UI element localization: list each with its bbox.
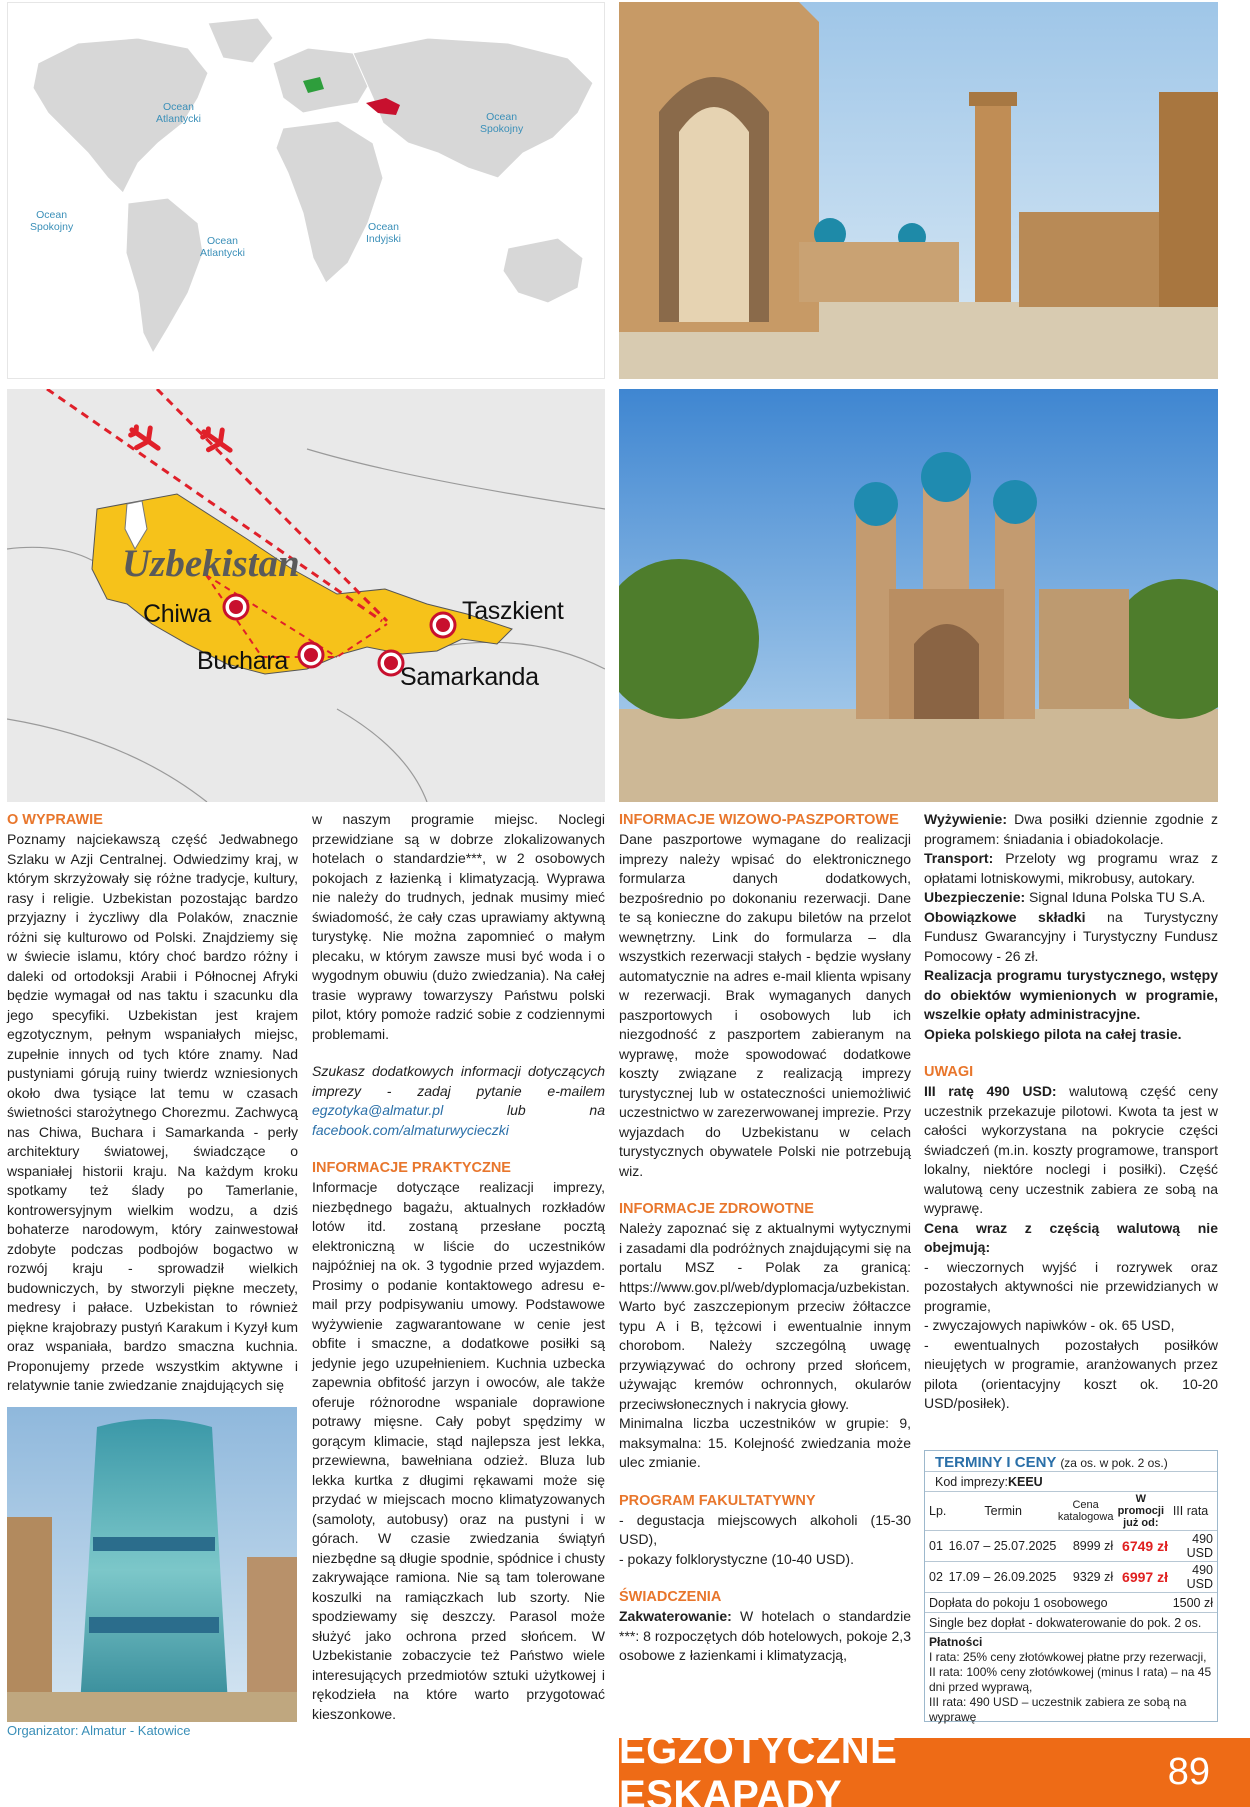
single-no-surcharge-row: [925, 1612, 1217, 1632]
min-participants-text: Minimalna liczba uczestników w grupie: 9, maksymalna: 15. Kolejność zwiedzania może ulec zmianie.: [619, 1415, 911, 1470]
column-2: [312, 810, 605, 1724]
swiadczenia-line: [924, 888, 1218, 908]
table-row: [925, 1561, 1217, 1592]
swiadczenia-label: Transport:: [924, 850, 994, 866]
uwagi-rata: [924, 1082, 1218, 1219]
swiadczenia-line: [924, 908, 1218, 967]
payments-block: [925, 1632, 1217, 1727]
city-label: Buchara: [197, 647, 289, 675]
column-1: [7, 810, 298, 1396]
swiadczenia-text: Signal Iduna Polska TU S.A.: [1025, 889, 1206, 905]
uwagi-rata-text: walutową część ceny uczestnik przekazuje pilotowi. Kwota ta jest w całości wykorzystana na pokrycie części świadczeń (m.in. koszty programowe, transport lokalny, niektóre noclegi i posiłki). Część walutową ceny uczestnik zabiera ze sobą na wyprawę.: [924, 1083, 1218, 1216]
section-heading-o-wyprawie: O WYPRAWIE: [7, 812, 103, 828]
swiadczenia-line: [619, 1607, 911, 1666]
column-header-term: Termin: [984, 1504, 1022, 1518]
single-room-row: [925, 1592, 1217, 1612]
wizowo-text: Dane paszportowe wymagane do realizacji imprezy należy wpisać do elektronicznego formularza danych dodatkowych, bezpośrednio po dokonaniu rezerwacji. Dane te są konieczne do zakupu biletów na przelot wewnętrzny. Link do formularza – dla wszystkich rezerwacji stałych - będzie wysłany automatycznie na adres e-mail klienta wpisany w rezerwacji. Brak wymaganych danych paszportowych i osobowych lub ich niezgodność z paszportem zabieranym na wyprawę, może spowodować dodatkowe koszty związane z realizacją imprezy turystycznej lub w ostateczności uniemożliwić uczestnictwo w zarezerwowanej imprezie. Przy wyjazdach do Uzbekistanu w celach turystycznych obywatele Polski nie potrzebują wiz.: [619, 831, 911, 1179]
column-header-promo: W promocji już od:: [1117, 1493, 1165, 1529]
row-rata: 490 USD: [1186, 1532, 1214, 1560]
photo-kalon-mosque: [619, 2, 1218, 379]
photo-chor-minor: [619, 389, 1218, 802]
organizer-note: Organizator: Almatur - Katowice: [7, 1723, 191, 1738]
section-heading-uwagi: UWAGI: [924, 1064, 974, 1080]
section-heading-praktyczne: INFORMACJE PRAKTYCZNE: [312, 1160, 511, 1176]
section-heading-zdrowotne: INFORMACJE ZDROWOTNE: [619, 1201, 814, 1217]
column-header-rata: III rata: [1172, 1504, 1209, 1518]
page-number: 89: [1167, 1751, 1210, 1793]
row-promo-price: 6749 zł: [1122, 1538, 1168, 1554]
column-3: [619, 810, 911, 1666]
photo-kalta-minor: [7, 1407, 297, 1722]
payment-line: III rata: 490 USD – uczestnik zabiera ze sobą na wyprawę: [929, 1695, 1187, 1724]
row-promo-price: 6997 zł: [1122, 1569, 1168, 1585]
swiadczenia-label: Ubezpieczenie:: [924, 889, 1026, 905]
uwagi-not-included-label: Cena wraz z częścią walutową nie obejmują:: [924, 1219, 1218, 1255]
column-header-lp: Lp.: [929, 1504, 947, 1518]
row-rata: 490 USD: [1186, 1563, 1214, 1591]
column-4: [924, 810, 1218, 1414]
ocean-label: Ocean Atlantycki: [200, 235, 245, 259]
price-table-header: [925, 1491, 1217, 1530]
uwagi-not-included-item: - zwyczajowych napiwków - ok. 65 USD,: [924, 1317, 1175, 1333]
price-table-title: [925, 1451, 1217, 1471]
swiadczenia-label: Obowiązkowe składki: [924, 908, 1086, 925]
swiadczenia-text: Dwa posiłki dziennie zgodnie z programem: śniadania i obiadokolacje.: [924, 811, 1218, 847]
country-label: Uzbekistan: [122, 542, 300, 585]
city-label: Taszkient: [462, 597, 564, 625]
column-header-catalog: Cena katalogowa: [1057, 1499, 1114, 1523]
ocean-label: Ocean Indyjski: [366, 221, 402, 245]
contact-prefix: Szukasz dodatkowych informacji dotyczących imprezy - zadaj pytanie e-mailem: [312, 1063, 605, 1099]
city-marker-taszkient: [431, 613, 455, 637]
price-table: [924, 1450, 1218, 1722]
row-lp: 01: [929, 1539, 943, 1553]
o-wyprawie-text-continued: w naszym programie miejsc. Noclegi przewidziane są w dobrze zlokalizowanych hotelach o standardzie***, w 2 osobowych pokojach z łazienką i klimatyzacją. Wyprawa nie należy do trudnych, jednak musimy mieć świadomość, że cały czas uprawiamy aktywną turystykę. Nie można zapomnieć o małym plecaku, w którym zawsze musi być woda i o wygodnym obuwiu (dużo zwiedzania). Na całej trasie wyprawy towarzyszy Państwu polski pilot, który pomoże radzić sobie z codziennymi problemami.: [312, 811, 605, 1042]
payments-title: Płatności: [929, 1635, 983, 1649]
section-heading-swiadczenia: ŚWIADCZENIA: [619, 1589, 722, 1605]
uwagi-not-included-item: - wieczornych wyjść i rozrywek oraz pozostałych aktywności nie przewidzianych w programie,: [924, 1258, 1218, 1314]
contact-note: [312, 1062, 605, 1140]
contact-mid: lub na: [443, 1102, 605, 1118]
uwagi-rata-label: III ratę 490 USD:: [924, 1083, 1057, 1099]
route-map: [7, 389, 605, 802]
row-term: 17.09 – 26.09.2025: [948, 1570, 1057, 1584]
footer-band: [619, 1727, 1250, 1807]
single-room-label: Dopłata do pokoju 1 osobowego: [929, 1595, 1108, 1610]
price-title-text: TERMINY I CENY: [935, 1454, 1057, 1471]
city-label: Chiwa: [143, 600, 211, 628]
swiadczenia-label: Wyżywienie:: [924, 811, 1007, 827]
city-marker-buchara: [299, 643, 323, 667]
ocean-label: Ocean Spokojny: [480, 111, 524, 135]
zdrowotne-text: Należy zapoznać się z aktualnymi wytycznymi i zasadami dla podróżnych znajdującymi się na portalu MSZ - Polak za granicą: https://www.gov.pl/web/dyplomacja/uzbekistan. Warto być zaszczepionym przeciw żółtaczce typu A i B, tężcowi i ewentualnie innym chorobom. Należy szczególną uwagę przywiązywać do ochrony przed słońcem, używając kremów ochronnych, okularów przeciwsłonecznych i nakrycia głowy.: [619, 1220, 911, 1412]
o-wyprawie-text: Poznamy najciekawszą część Jedwabnego Szlaku w Azji Centralnej. Odwiedzimy kraj, w którym skrzyżowały się różne tradycje, kultury, rasy i religie. Uzbekistan pozostając bardzo przyjazny i życzliwy dla Polaków, znacznie różni się kulturowo od Polski. Znajdziemy się w świecie islamu, który choć bardzo różny i daleki od ortodoksji Arabii i Północnej Afryki będzie wymagał od nas taktu i szacunku dla jego specyfiki. Uzbekistan jest krajem egzotycznym, pełnym wspaniałych miejsc, zupełnie innych od tych które znamy. Nad pustyniami górują ruiny twierdz wzniesionych około dwa tysiące lat temu w czasach świetności starożytnego Chorezmu. Zachwycą nas Chiwa, Buchara i Samarkanda - perły architektury światowej, świadczące o wspaniałej historii kraju. Na każdym kroku spotkamy też ślady po Tamerlanie, kontrowersyjnym wielkim wodzu, a dziś bohaterze narodowym, który zainwestował zdobyte podczas podbojów bogactwo w rozwój kraju - sprowadził wielkich budowniczych, by stworzyli piękne meczety, medresy i pałace. Uzbekistan to również piękne krajobrazy pustyń Karakum i Kyzył kum oraz wspaniała, bardzo smaczna kuchnia. Proponujemy przede wszystkim aktywne i relatywnie tanie zwiedzanie znajdujących się: [7, 831, 298, 1393]
city-marker-chiwa: [224, 595, 248, 619]
swiadczenia-line: [924, 810, 1218, 849]
ocean-label: Ocean Spokojny: [30, 209, 74, 233]
single-no-surcharge: Single bez dopłat - dokwaterowanie do pok. 2 os.: [929, 1615, 1202, 1630]
swiadczenia-text: W hotelach o standardzie ***: 8 rozpoczętych dób hotelowych, pokoje 2,3 osobowe z łazienkami i klimatyzacją,: [619, 1608, 911, 1663]
world-map-graphic: [8, 3, 605, 379]
swiadczenia-bold-note: Realizacja programu turystycznego, wstępy do obiektów wymienionych w programie, wszelkie opłaty administracyjne.: [924, 967, 1218, 1022]
swiadczenia-text: na Turystyczny Fundusz Gwarancyjny i Turystyczny Fundusz Pomocowy - 26 zł.: [924, 908, 1218, 964]
payment-line: I rata: 25% ceny złotówkowej płatne przy rezerwacji,: [929, 1650, 1207, 1664]
city-label: Samarkanda: [400, 663, 539, 691]
event-code: KEEU: [1007, 1474, 1043, 1489]
world-map: [7, 2, 605, 379]
ocean-label: Ocean Atlantycki: [156, 101, 201, 125]
swiadczenia-line: [924, 849, 1218, 888]
footer-title: EGZOTYCZNE ESKAPADY: [619, 1727, 898, 1807]
swiadczenia-text: Przeloty wg programu wraz z opłatami lotniskowymi, mikrobusy, autokary.: [924, 850, 1218, 886]
contact-email-link[interactable]: egzotyka@almatur.pl: [312, 1102, 444, 1118]
swiadczenia-label: Zakwaterowanie:: [619, 1608, 732, 1624]
event-code-row: [925, 1471, 1217, 1491]
praktyczne-text: Informacje dotyczące realizacji imprezy, niezbędnego bagażu, aktualnych rozkładów lotów itd. zostaną przesłane pocztą elektroniczną w liście do uczestników najpóźniej na ok. 3 tygodnie przed wyjazdem. Prosimy o podanie kontaktowego adresu e-mail przy podpisywaniu umowy. Podstawowe wyżywienie zagwarantowane w cenie jest obfite i smaczne, a dodatkowe posiłki są jedynie jego uzupełnieniem. Kuchnia uzbecka zapewnia obfitość jarzyn i owoców, ale także oferuje różnorodne wspaniale doprawione potrawy mięsne. Cały pobyt spędzimy w gorącym klimacie, stąd najlepsza jest lekka, przewiewna, bawełniana odzież. Bluza lub lekka kurtka z długimi rękawami może się przydać w miejscach mocno klimatyzowanych (samoloty, autobusy) oraz na pustyni i w górach. W czasie zwiedzania świątyń niezbędne są długie spodnie, spódnice i chusty zakrywające ramiona. Nie są tam tolerowane koszulki na ramiączkach lub szorty. Nie spodziewamy się deszczy. Parasol może służyć jako ochrona przed słońcem. W Uzbekistanie zobaczycie też Państwo wiele interesujących przedmiotów sztuki użytkowej i rękodzieła na które warto przygotować kieszonkowe.: [312, 1179, 605, 1722]
event-code-label: Kod imprezy:: [935, 1474, 1008, 1489]
row-catalog-price: 8999 zł: [1072, 1539, 1114, 1553]
section-heading-wizowo: INFORMACJE WIZOWO-PASZPORTOWE: [619, 812, 899, 828]
fakultatywny-item: - pokazy folklorystyczne (10-40 USD).: [619, 1550, 854, 1567]
table-row: [925, 1530, 1217, 1561]
price-title-note: (za os. w pok. 2 os.): [1060, 1456, 1168, 1470]
row-term: 16.07 – 25.07.2025: [948, 1539, 1057, 1553]
row-catalog-price: 9329 zł: [1072, 1570, 1114, 1584]
section-heading-fakultatywny: PROGRAM FAKULTATYWNY: [619, 1492, 816, 1509]
swiadczenia-bold-note: Opieka polskiego pilota na całej trasie.: [924, 1025, 1182, 1042]
fakultatywny-item: - degustacja miejscowych alkoholi (15-30 USD),: [619, 1511, 911, 1547]
uwagi-not-included-item: - ewentualnych pozostałych posiłków nieujętych w programie, aranżowanych przez pilota (orientacyjny koszt ok. 10-20 USD/posiłek).: [924, 1336, 1218, 1411]
payment-line: II rata: 100% ceny złotówkowej (minus I rata) – na 45 dni przed wyprawą,: [929, 1665, 1212, 1694]
facebook-link[interactable]: facebook.com/almaturwycieczki: [312, 1121, 509, 1138]
row-lp: 02: [929, 1570, 943, 1584]
single-room-price: 1500 zł: [1172, 1595, 1213, 1610]
